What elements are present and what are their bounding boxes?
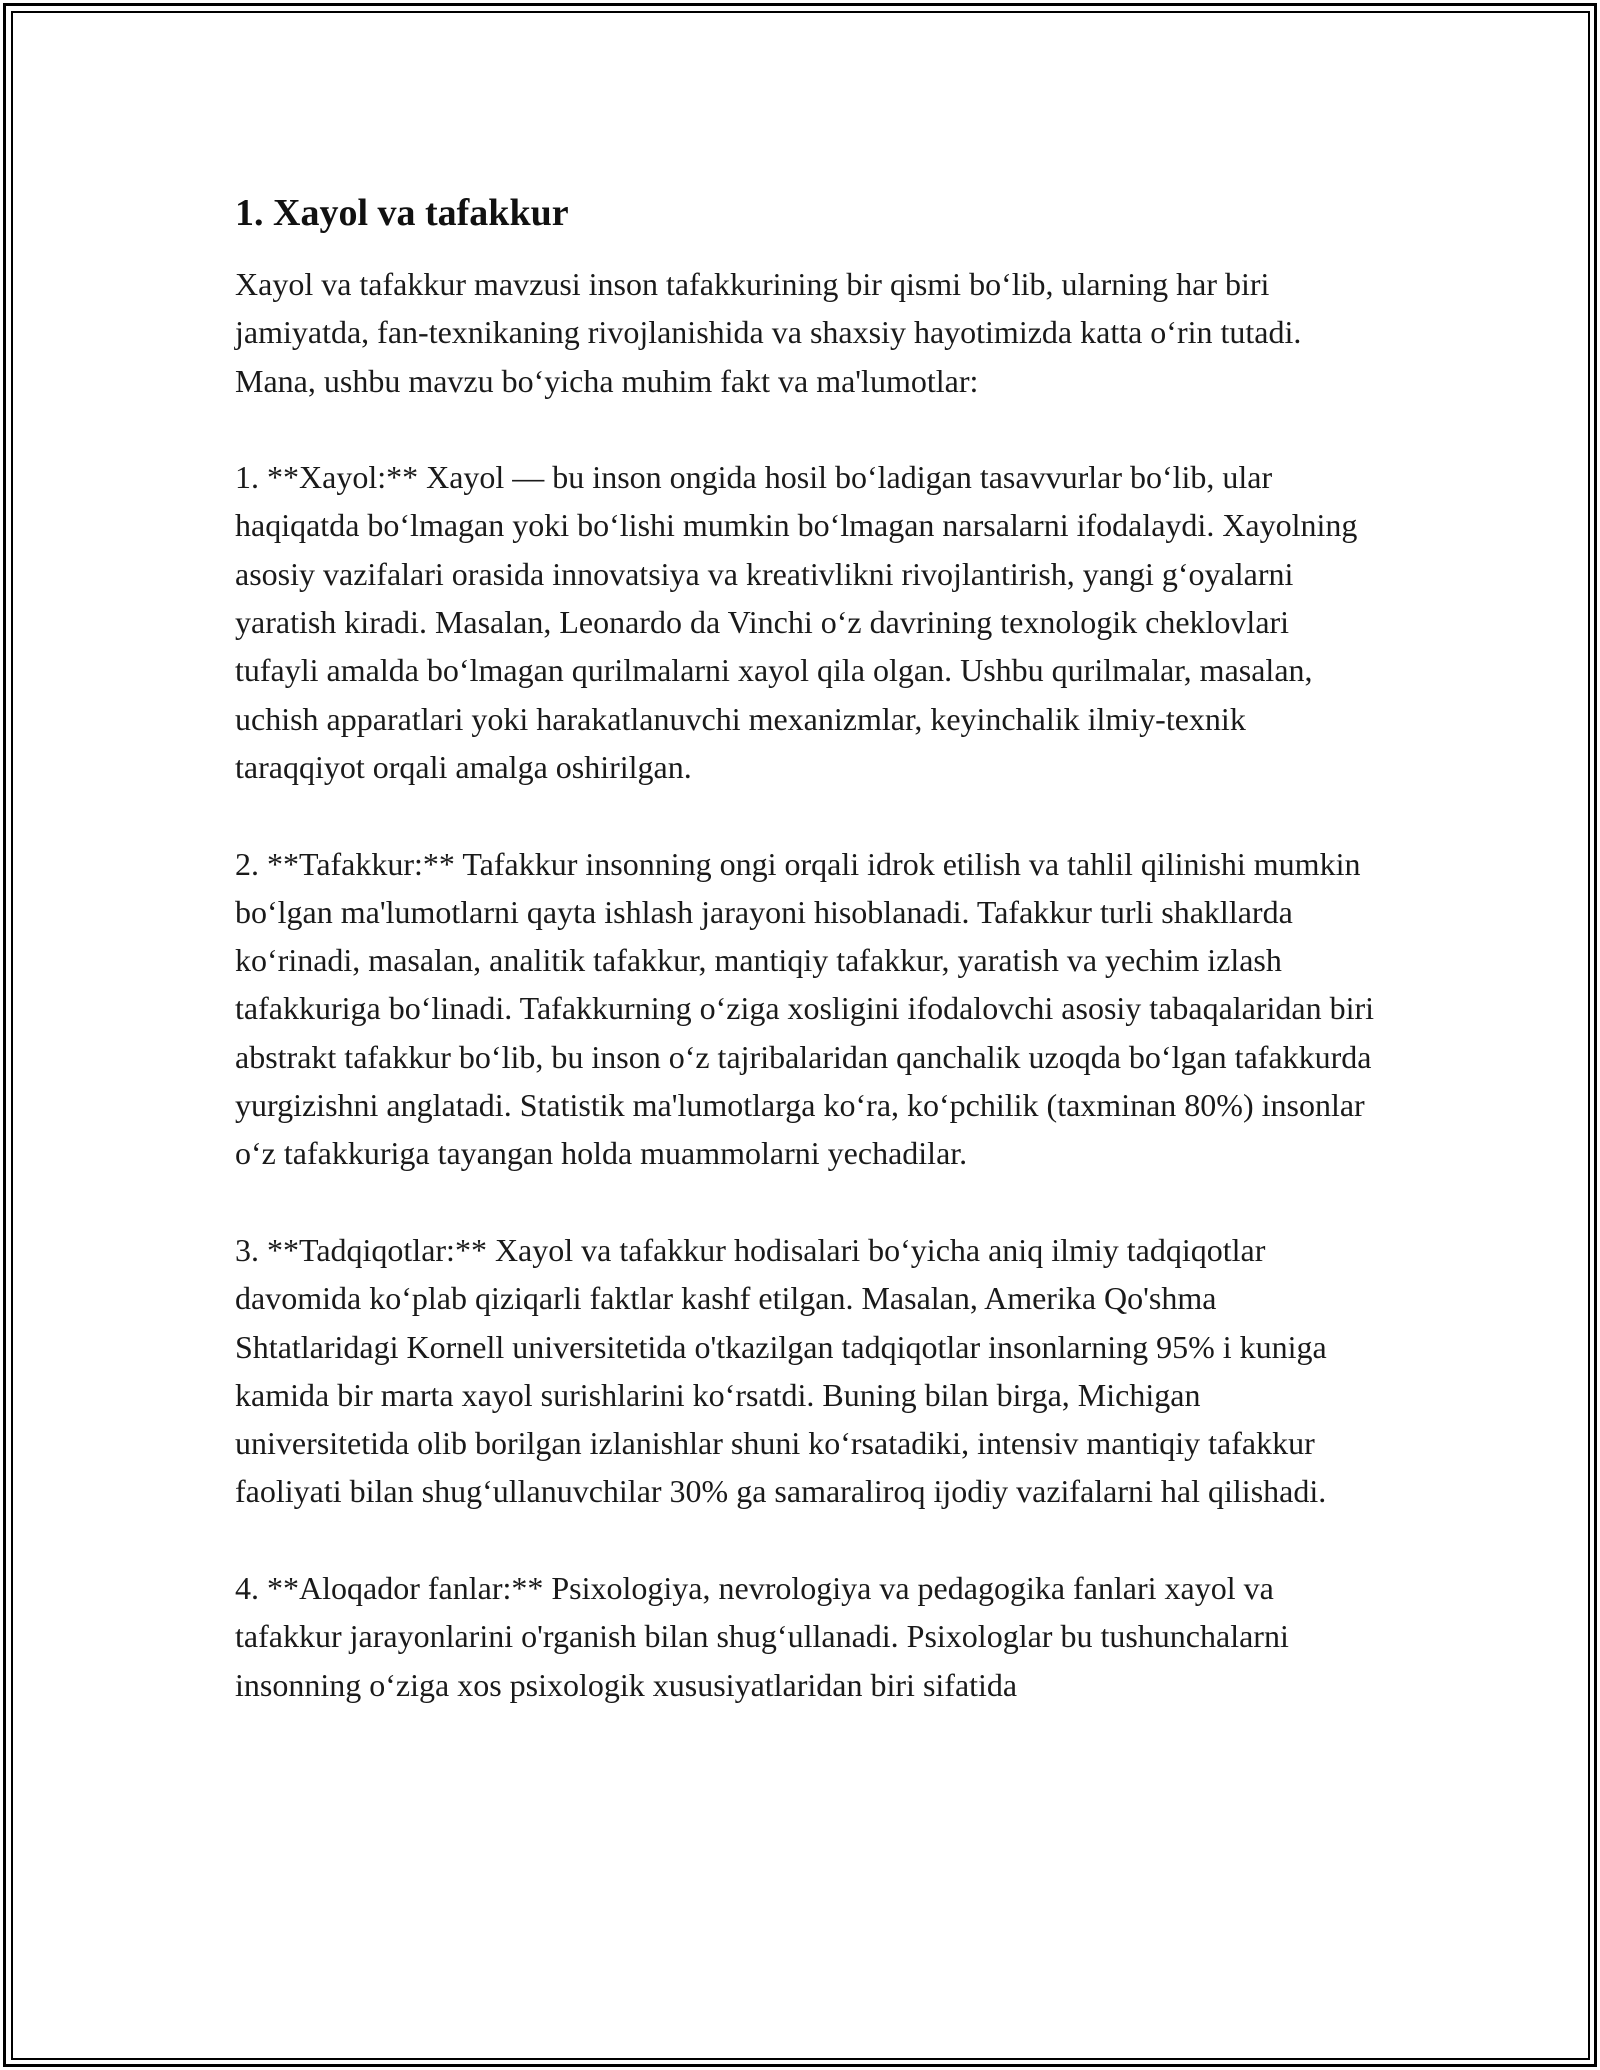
- paragraph-xayol: 1. **Xayol:** Xayol — bu inson ongida hosil bo‘ladigan tasavvurlar bo‘lib, ular haqiqatda bo‘lmagan yoki bo‘lishi mumkin bo‘lmagan narsalarni ifodalaydi. Xayolning asosiy vazifalari orasida innovatsiya va kreativlikni rivojlantirish, yangi g‘oyalarni yaratish kiradi. Masalan, Leonardo da Vinchi o‘z davrining texnologik cheklovlari tufayli amalda bo‘lmagan qurilmalarni xayol qila olgan. Ushbu qurilmalar, masalan, uchish apparatlari yoki harakatlanuvchi mexanizmlar, keyinchalik ilmiy-texnik taraqqiyot orqali amalga oshirilgan.: [235, 459, 1358, 785]
- paragraph-tadqiqotlar: 3. **Tadqiqotlar:** Xayol va tafakkur hodisalari bo‘yicha aniq ilmiy tadqiqotlar davomida ko‘plab qiziqarli faktlar kashf etilgan. Masalan, Amerika Qo'shma Shtatlaridagi Kornell universitetida o'tkazilgan tadqiqotlar insonlarning 95% i kuniga kamida bir marta xayol surishlarini ko‘rsatdi. Buning bilan birga, Michigan universitetida olib borilgan izlanishlar shuni ko‘rsatadiki, intensiv mantiqiy tafakkur faoliyati bilan shug‘ullanuvchilar 30% ga samaraliroq ijodiy vazifalarni hal qilishadi.: [235, 1231, 1327, 1510]
- paragraph-tafakkur: 2. **Tafakkur:** Tafakkur insonning ongi orqali idrok etilish va tahlil qilinishi mumkin bo‘lgan ma'lumotlarni qayta ishlash jarayoni hisoblanadi. Tafakkur turli shakllarda ko‘rinadi, masalan, analitik tafakkur, mantiqiy tafakkur, yaratish va yechim izlash tafakkuriga bo‘linadi. Tafakkurning o‘ziga xosligini ifodalovchi asosiy tabaqalaridan biri abstrakt tafakkur bo‘lib, bu inson o‘z tajribalaridan qanchalik uzoqda bo‘lgan tafakkurda yurgizishni anglatadi. Statistik ma'lumotlarga ko‘ra, ko‘pchilik (taxminan 80%) insonlar o‘z tafakkuriga tayangan holda muammolarni yechadilar.: [235, 845, 1375, 1172]
- intro-paragraph: Xayol va tafakkur mavzusi inson tafakkurining bir qismi bo‘lib, ularning har biri jamiyatda, fan-texnikaning rivojlanishida va shaxsiy hayotimizda katta o‘rin tutadi. Mana, ushbu mavzu bo‘yicha muhim fakt va ma'lumotlar:: [235, 266, 1302, 399]
- document-body: [235, 186, 1375, 1757]
- paragraph-aloqador-fanlar: 4. **Aloqador fanlar:** Psixologiya, nevrologiya va pedagogika fanlari xayol va tafakkur jarayonlarini o'rganish bilan shug‘ullanadi. Psixologlar bu tushunchalarni insonning o‘ziga xos psixologik xususiyatlaridan biri sifatida: [235, 1570, 1289, 1703]
- section-title: 1. Xayol va tafakkur: [235, 192, 569, 234]
